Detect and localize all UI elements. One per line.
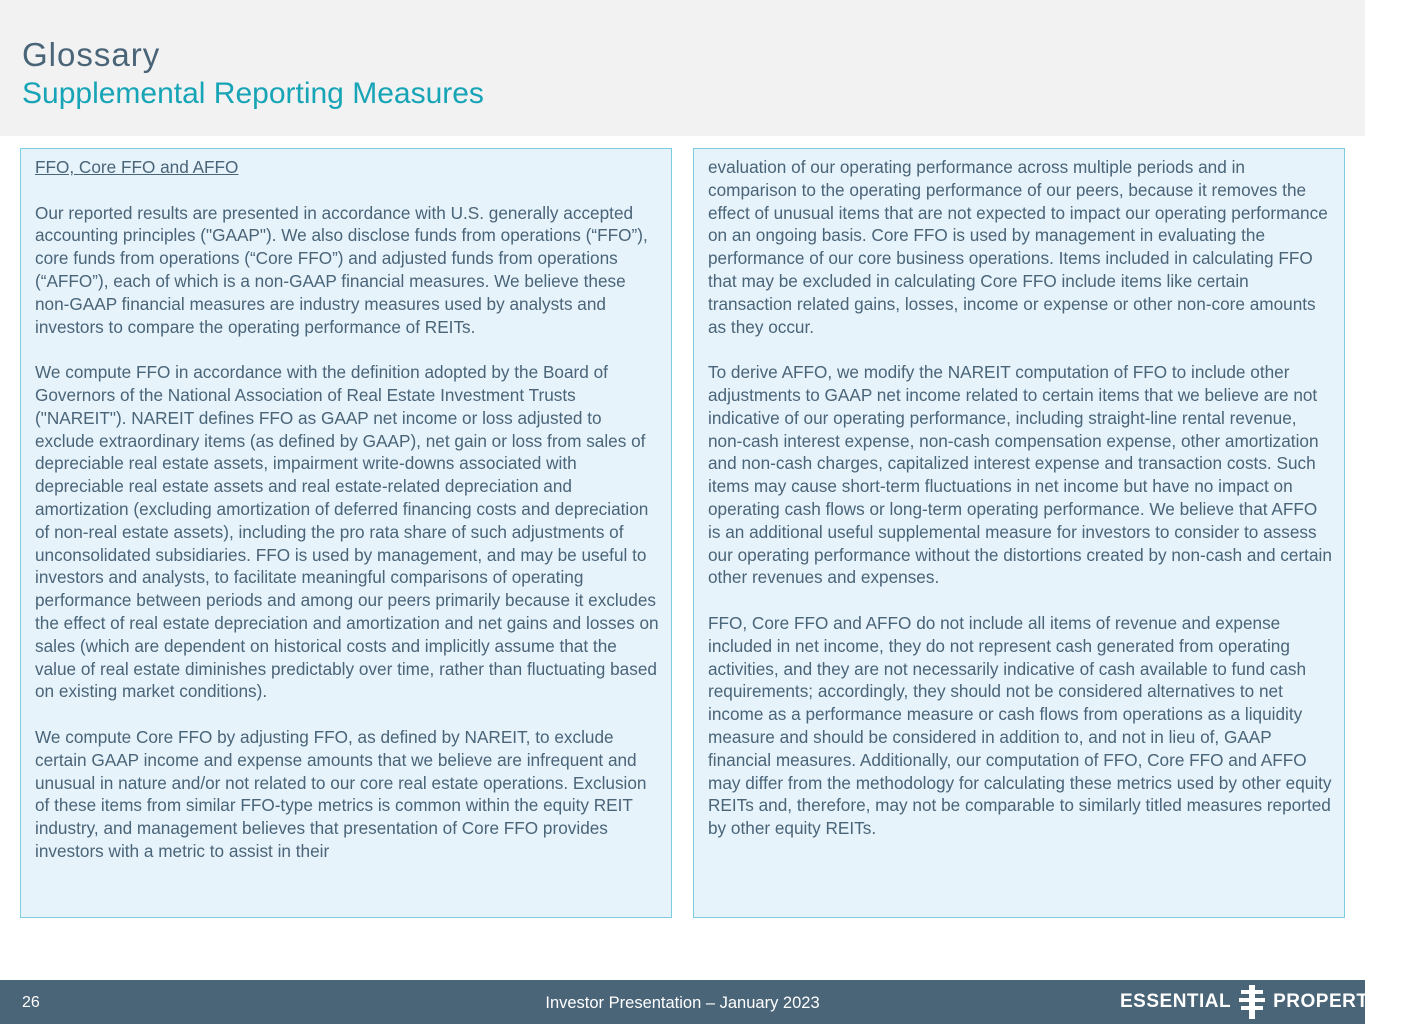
- essential-properties-logo-icon: [1239, 985, 1265, 1019]
- paragraph: We compute Core FFO by adjusting FFO, as defined by NAREIT, to exclude certain GAAP income and expense amounts that we believe are infrequent and unusual in nature and/or not related to our core real estate operations. Exclusion of these items from similar FFO-type metrics is common within the equity REIT industry, and management believes that presentation of Core FFO provides investors with a metric to assist in their: [35, 726, 647, 861]
- footer: [0, 980, 1401, 1024]
- section-heading: FFO, Core FFO and AFFO: [35, 157, 239, 177]
- header: [0, 0, 1365, 136]
- logo-text-left: ESSENTIAL: [1120, 991, 1232, 1012]
- page-subtitle: Supplemental Reporting Measures: [22, 77, 484, 110]
- paragraph: To derive AFFO, we modify the NAREIT computation of FFO to include other adjustments to GAAP net income related to certain items that we believe are not indicative of our operating performance, including straight-line rental revenue, non-cash interest expense, non-cash compensation expense, other amortization and non-cash charges, capitalized interest expense and transaction costs. Such items may cause short-term fluctuations in net income but have no impact on operating cash flows or long-term operating performance. We believe that AFFO is an additional useful supplemental measure for investors to consider to assess our operating performance without the distortions created by non-cash and certain other revenues and expenses.: [708, 362, 1332, 588]
- footer-caption: Investor Presentation – January 2023: [545, 994, 820, 1012]
- paragraph: evaluation of our operating performance across multiple periods and in comparison to the operating performance of our peers, because it removes the effect of unusual items that are not expected to impact our operating performance on an ongoing basis. Core FFO is used by management in evaluating the performance of our core business operations. Items included in calculating FFO that may be excluded in calculating Core FFO include items like certain transaction related gains, losses, income or expense or other non-core amounts as they occur.: [708, 157, 1328, 337]
- paragraph: Our reported results are presented in accordance with U.S. generally accepted accounting principles ("GAAP"). We also disclose funds from operations (“FFO”), core funds from operations (“Core FFO”) and adjusted funds from operations (“AFFO”), each of which is a non-GAAP financial measures. We believe these non-GAAP financial measures are industry measures used by analysts and investors to compare the operating performance of REITs.: [35, 202, 648, 337]
- logo-text-right: PROPERTIES: [1273, 991, 1401, 1012]
- page-number: 26: [22, 994, 40, 1011]
- paragraph: FFO, Core FFO and AFFO do not include all items of revenue and expense included in net income, they do not represent cash generated from operating activities, and they are not necessarily indicative of cash available to fund cash requirements; accordingly, they should not be considered alternatives to net income as a performance measure or cash flows from operations as a liquidity measure and should be considered in addition to, and not in lieu of, GAAP financial measures. Additionally, our computation of FFO, Core FFO and AFFO may differ from the methodology for calculating these metrics used by other equity REITs and, therefore, may not be comparable to similarly titled measures reported by other equity REITs.: [708, 612, 1332, 839]
- page-title: Glossary: [22, 36, 161, 73]
- company-logo: [1120, 984, 1401, 1020]
- left-text-panel: [20, 148, 672, 918]
- right-text-panel: [693, 148, 1345, 918]
- paragraph: We compute FFO in accordance with the definition adopted by the Board of Governors of the National Association of Real Estate Investment Trusts ("NAREIT"). NAREIT defines FFO as GAAP net income or loss adjusted to exclude extraordinary items (as defined by GAAP), net gain or loss from sales of depreciable real estate assets, impairment write-downs associated with depreciable real estate assets and real estate-related depreciation and amortization (excluding amortization of deferred financing costs and depreciation of non-real estate assets), including the pro rata share of such adjustments of unconsolidated subsidiaries. FFO is used by management, and may be useful to investors and analysts, to facilitate meaningful comparisons of operating performance between periods and among our peers primarily because it excludes the effect of real estate depreciation and amortization and net gains and losses on sales (which are dependent on historical costs and implicitly assume that the value of real estate diminishes predictably over time, rather than fluctuating based on existing market conditions).: [35, 362, 659, 702]
